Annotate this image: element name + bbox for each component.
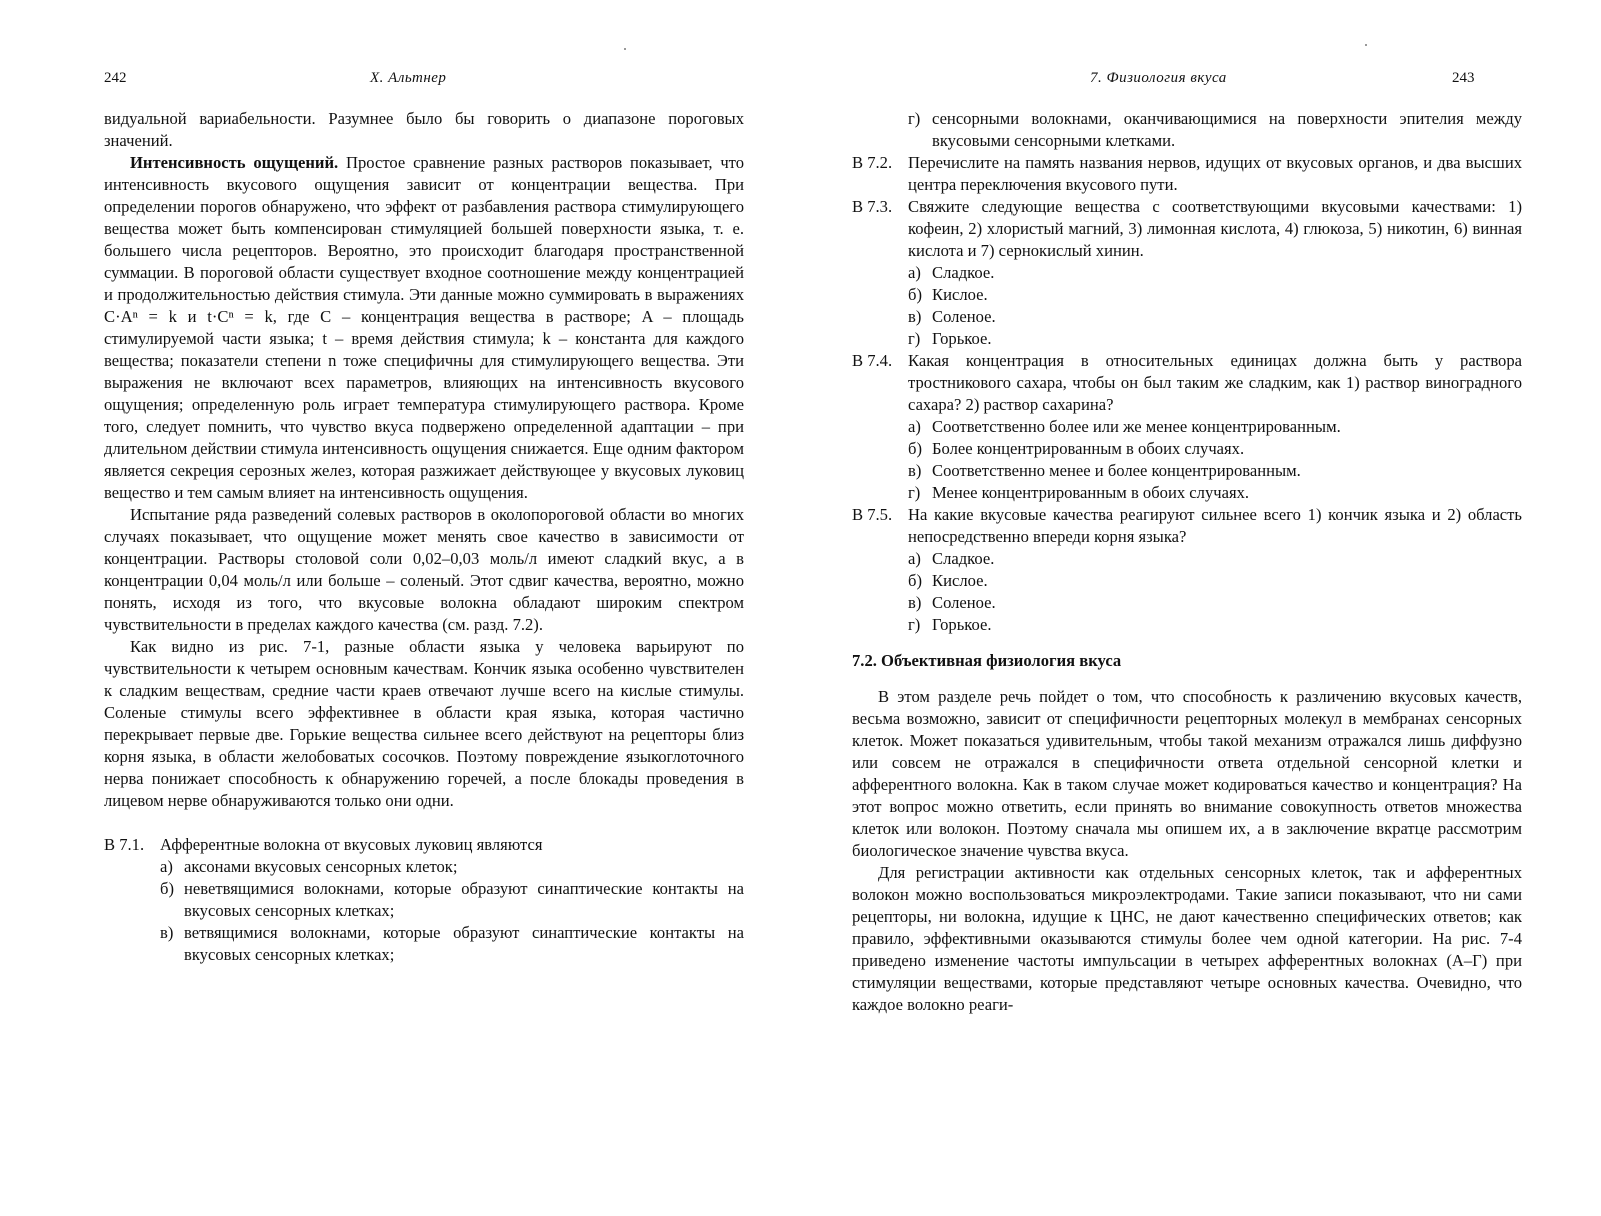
question-number: В 7.5. [852,505,893,524]
question-text: Какая концентрация в относительных единицах должна быть у раствора тростникового сахара, чтобы он был таким же сладким, как 1) раствор виноградного сахара? 2) раствор сахарина? [908,351,1522,414]
option-letter: б) [160,879,174,898]
paragraph-intensity-text: Простое сравнение разных растворов показывает, что интенсивность вкусового ощущения зависит от концентрации вещества. При определении порогов обнаружено, что эффект от разбавления раствора стимулирующего вещества может быть компенсирован стимуляцией большей поверхности языка, т. е. большего числа рецепторов. Вероятно, это происходит благодаря пространственной суммации. В пороговой области существует входное соотношение между концентрацией и продолжительностью действия стимула. Эти данные можно суммировать в выражениях C·Aⁿ = k и t·Cⁿ = k, где C – концентрация вещества в растворе; A – площадь стимулируемой части языка; t – время действия стимула; k – константа для каждого вещества; показатели степени n тоже специфичны для стимулирующего вещества. Эти выражения не включают всех параметров, влияющих на интенсивность вкусового ощущения; определенную роль играет температура стимулирующего раствора. Кроме того, следует помнить, что чувство вкуса подвержено определенной адаптации – при длительном действии стимула интенсивность ощущения снижается. Еще одним фактором является секреция серозных желез, которая разжижает действующее у вкусовых луковиц вещество и тем самым влияет на интенсивность ощущения. [104,153,745,502]
option-letter: г) [908,109,921,128]
option-text: Горькое. [932,329,992,348]
paragraph-tongue-regions: Как видно из рис. 7-1, разные области языка у человека варьируют по чувствительности к четырем основным качествам. Кончик языка особенно чувствителен к сладким веществам, средние части краев отвечают лучше всего на кислые стимулы. Соленые стимулы всего эффективнее в области края языка, которая частично перекрывает первые две. Горькие вещества сильнее всего действуют на рецепторы близ корня языка, в области желобоватых сосочков. Поэтому повреждение языкоглоточного нерва понижает способность к обнаружению горечей, а после блокады проведения в лицевом нерве обнаруживаются только они одни. [104,637,744,810]
paragraph-section-intro: В этом разделе речь пойдет о том, что способность к различению вкусовых качеств, весьма возможно, зависит от специфичности рецепторных молекул в мембранах сенсорных клеток. Может показаться удивительным, чтобы такой механизм отражался лишь диффузно или совсем не отражался в специфичности ответа отдельной сенсорной клетки и афферентного волокна. Как в таком случае может кодироваться качество и концентрация? На этот вопрос можно ответить, если принять во внимание совокупность ответов множества клеток или волокон. Поэтому сначала мы опишем их, а в заключение вкратце рассмотрим биологическое значение чувства вкуса. [852,687,1522,860]
option-text: неветвящимися волокнами, которые образуют синаптические контакты на вкусовых сенсорных клетках; [184,879,744,920]
answer-option [852,438,1522,460]
option-letter: а) [908,549,921,568]
option-letter: б) [908,285,922,304]
option-text: Соответственно более или же менее концентрированным. [932,417,1341,436]
right-running-head [800,66,1601,90]
option-letter: в) [160,923,174,942]
option-letter: г) [908,329,921,348]
answer-option [852,416,1522,438]
answer-option [852,592,1522,614]
left-page [0,0,800,1216]
option-text: Соленое. [932,307,996,326]
answer-option [852,570,1522,592]
option-letter: г) [908,483,921,502]
option-text: аксонами вкусовых сенсорных клеток; [184,857,458,876]
option-text: Соответственно менее и более концентрированным. [932,461,1301,480]
paragraph-intensity [104,152,744,504]
question-number: В 7.2. [852,153,893,172]
question-text: На какие вкусовые качества реагируют сильнее всего 1) кончик языка и 2) область непосредственно впереди корня языка? [908,505,1522,546]
answer-option [852,548,1522,570]
left-running-head [0,66,800,90]
option-text: Кислое. [932,285,988,304]
spacer [104,812,744,834]
right-page [800,0,1601,1216]
question-7-5 [852,504,1522,548]
question-text: Афферентные волокна от вкусовых луковиц являются [160,835,543,854]
right-text-column [852,108,1522,1016]
scan-speck [1365,44,1367,46]
option-text: Сладкое. [932,263,995,282]
section-heading: 7.2. Объективная физиология вкуса [852,651,1122,670]
question-text: Свяжите следующие вещества с соответствующими вкусовыми качествами: 1) кофеин, 2) хлористый магний, 3) лимонная кислота, 4) глюкоза, 5) никотин, 6) винная кислота и 7) сернокислый хинин. [908,197,1522,260]
paragraph-continued: видуальной вариабельности. Разумнее было бы говорить о диапазоне пороговых значений. [104,109,744,150]
option-letter: а) [160,857,173,876]
option-letter: в) [908,461,922,480]
answer-option [852,614,1522,636]
option-text: Соленое. [932,593,996,612]
question-number: В 7.1. [104,835,145,854]
scan-speck [624,48,626,50]
right-page-number: 243 [1452,70,1475,86]
question-text: Перечислите на память названия нервов, идущих от вкусовых органов, и два высших центра переключения вкусового пути. [908,153,1522,194]
left-page-number: 242 [104,70,127,86]
option-letter: б) [908,439,922,458]
question-7-4 [852,350,1522,416]
answer-option [852,262,1522,284]
answer-option [852,328,1522,350]
answer-option [104,856,744,878]
bold-lead: Интенсивность ощущений. [130,153,339,172]
option-letter: г) [908,615,921,634]
right-running-title: 7. Физиология вкуса [1090,70,1227,86]
option-letter: в) [908,307,922,326]
left-text-column [104,108,744,966]
answer-option [852,306,1522,328]
option-letter: в) [908,593,922,612]
option-text: Сладкое. [932,549,995,568]
question-7-3 [852,196,1522,262]
question-7-2 [852,152,1522,196]
option-text: Горькое. [932,615,992,634]
option-text: сенсорными волокнами, оканчивающимися на поверхности эпителия между вкусовыми сенсорными клетками. [932,109,1522,150]
answer-option-continued [852,108,1522,152]
option-text: Кислое. [932,571,988,590]
option-letter: а) [908,263,921,282]
paragraph-quality-shift: Испытание ряда разведений солевых растворов в околопороговой области во многих случаях показывает, что ощущение может менять свое качество в зависимости от концентрации. Растворы столовой соли 0,02–0,03 моль/л имеют сладкий вкус, а в концентрации 0,04 моль/л или больше – соленый. Этот сдвиг качества, вероятно, можно понять, исходя из того, что вкусовые волокна обладают широким спектром чувствительности в пределах каждого качества (см. разд. 7.2). [104,505,744,634]
option-text: ветвящимися волокнами, которые образуют синаптические контакты на вкусовых сенсорных клетках; [184,923,744,964]
question-number: В 7.4. [852,351,893,370]
option-letter: б) [908,571,922,590]
answer-option [852,460,1522,482]
option-letter: а) [908,417,921,436]
question-7-1 [104,834,744,856]
option-text: Более концентрированным в обоих случаях. [932,439,1245,458]
left-running-title: Х. Альтнер [370,70,447,86]
question-number: В 7.3. [852,197,893,216]
answer-option [104,878,744,922]
answer-option [852,284,1522,306]
option-text: Менее концентрированным в обоих случаях. [932,483,1250,502]
paragraph-microelectrodes: Для регистрации активности как отдельных сенсорных клеток, так и афферентных волокон можно воспользоваться микроэлектродами. Такие записи показывают, что ни сами рецепторы, ни волокна, идущие к ЦНС, не дают качественно специфических ответов; как правило, эффективными оказываются стимулы более чем одной категории. На рис. 7-4 приведено изменение частоты импульсации в четырех афферентных волокнах (А–Г) при стимуляции веществами, которые представляют четыре основных качества. Очевидно, что каждое волокно реаги- [852,863,1522,1014]
answer-option [852,482,1522,504]
answer-option [104,922,744,966]
